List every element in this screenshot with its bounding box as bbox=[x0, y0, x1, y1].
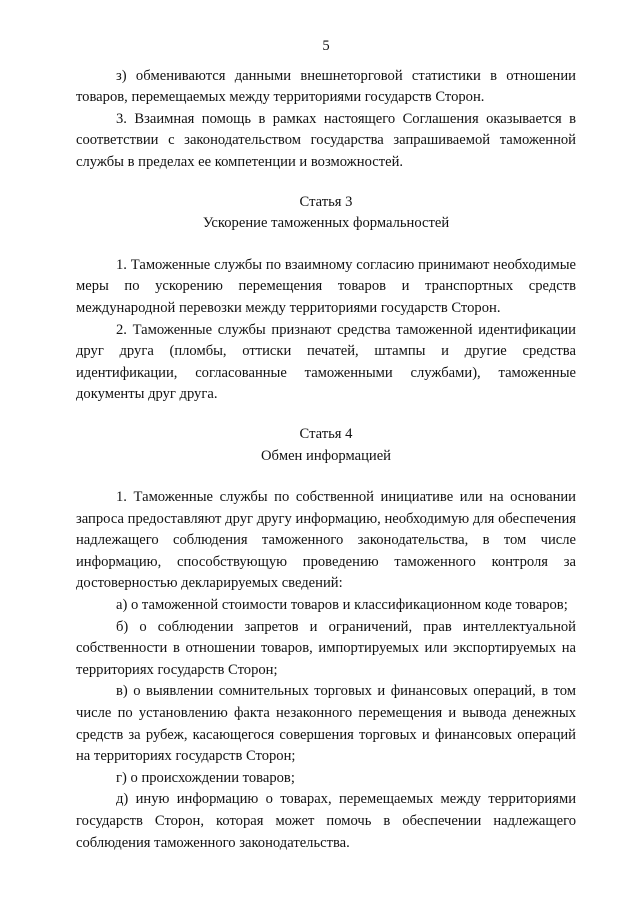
article-4-title: Обмен информацией bbox=[261, 447, 391, 464]
article-4-paragraph-1: 1. Таможенные службы по собственной инициативе или на основании запроса предоставляют друг другу информацию, необходимую для обеспечения надлежащего соблюдения таможенного законодательства, в том числе информацию, способствующую проведению таможенного контроля за достоверностью декларируемых сведений: bbox=[76, 489, 576, 592]
paragraph-3: 3. Взаимная помощь в рамках настоящего Соглашения оказывается в соответствии с законодательством государства запрашиваемой таможенной службы в пределах ее компетенции и возможностей. bbox=[76, 110, 576, 170]
article-3-number: Статья 3 bbox=[299, 193, 353, 210]
paragraph-z: з) обмениваются данными внешнеторговой статистики в отношении товаров, перемещаемых между территориями государств Сторон. bbox=[76, 67, 576, 106]
article-3-paragraph-2: 2. Таможенные службы признают средства таможенной идентификации друг друга (пломбы, оттиски печатей, штампы и другие средства идентификации, согласованные таможенными службами), таможенные документы друг друга. bbox=[76, 321, 576, 403]
article-4-item-b: б) о соблюдении запретов и ограничений, прав интеллектуальной собственности в отношении товаров, импортируемых или экспортируемых на территориях государств Сторон; bbox=[76, 618, 576, 678]
article-4-item-g: г) о происхождении товаров; bbox=[116, 769, 295, 786]
article-4-item-v: в) о выявлении сомнительных торговых и финансовых операций, в том числе по установлению факта незаконного перемещения и вывода денежных средств за рубеж, касающегося совершения торговых и финансовых операций на территориях государств Сторон; bbox=[76, 683, 576, 765]
article-4-item-d: д) иную информацию о товарах, перемещаемых между территориями государств Сторон, которая может помочь в обеспечении надлежащего соблюдения таможенного законодательства. bbox=[76, 791, 576, 851]
article-4-number: Статья 4 bbox=[299, 425, 353, 442]
article-3-title: Ускорение таможенных формальностей bbox=[202, 215, 450, 232]
article-3-paragraph-1: 1. Таможенные службы по взаимному согласию принимают необходимые меры по ускорению перемещения товаров и транспортных средств международной перевозки между территориями государств Сторон. bbox=[76, 256, 576, 316]
page-number: 5 bbox=[322, 38, 330, 54]
article-4-item-a: а) о таможенной стоимости товаров и классификационном коде товаров; bbox=[116, 597, 568, 614]
